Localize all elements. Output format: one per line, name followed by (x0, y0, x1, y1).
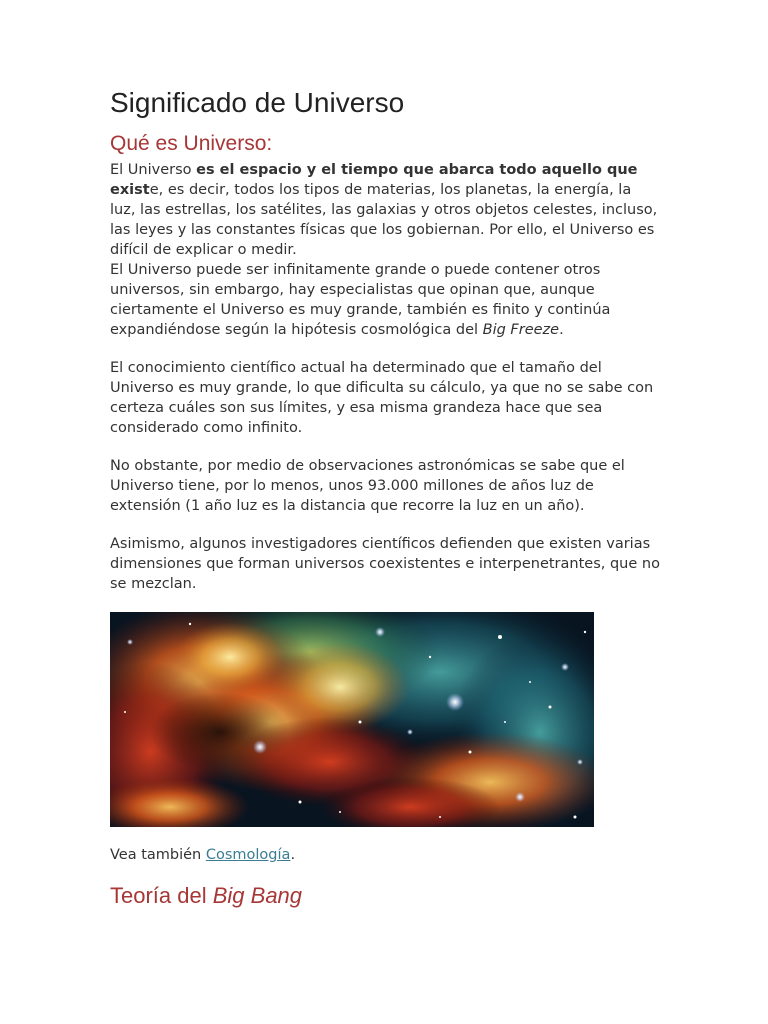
section-heading-que-es-universo: Qué es Universo: (110, 132, 273, 155)
paragraph-1-bold: es el espacio y el tiempo que abarca todo aquello que exist (110, 162, 638, 198)
universe-nebula-image (110, 612, 594, 827)
paragraph-3: El conocimiento científico actual ha determinado que el tamaño del Universo es muy grande, lo que dificulta su cálculo, ya que no se sabe con certeza cuáles son sus límites, y esa misma grandeza hace que sea considerado como infinito. (110, 360, 654, 436)
paragraph-2-italic: Big Freeze (482, 322, 560, 338)
see-also-suffix: . (290, 847, 296, 863)
section-heading-big-bang (110, 881, 660, 911)
big-bang-heading-plain: Teoría del (110, 883, 213, 908)
paragraph-4: No obstante, por medio de observaciones astronómicas se sabe que el Universo tiene, por lo menos, unos 93.000 millones de años luz de extensión (1 año luz es la distancia que recorre la luz en un año). (110, 458, 625, 514)
big-bang-heading-italic: Big Bang (212, 883, 303, 908)
article (110, 84, 660, 911)
paragraph-1-text-c: e, es decir, todos los tipos de materias, los planetas, la energía, la luz, las estrellas, los satélites, las galaxias y otros objetos celestes, incluso, las leyes y las constantes físicas que los gobiernan. Por ello, el Universo es difícil de explicar o medir. (110, 182, 658, 258)
paragraph-2-text-a: El Universo puede ser infinitamente grande o puede contener otros universos, sin embargo, hay especialistas que opinan que, aunque ciertamente el Universo es muy grande, también es finito y continúa expandiéndose según la hipótesis cosmológica del (110, 262, 611, 338)
paragraph-5: Asimismo, algunos investigadores científicos defienden que existen varias dimensiones que forman universos coexistentes e interpenetrantes, que no se mezclan. (110, 536, 660, 592)
page-title: Significado de Universo (110, 87, 405, 118)
see-also-prefix: Vea también (110, 847, 206, 863)
cosmologia-link[interactable]: Cosmología (205, 847, 291, 863)
paragraph-1-text-a: El Universo (110, 162, 197, 178)
paragraph-2 (110, 260, 660, 340)
see-also-line (110, 845, 660, 865)
paragraph-1 (110, 160, 660, 260)
paragraph-2-text-c: . (559, 322, 564, 338)
